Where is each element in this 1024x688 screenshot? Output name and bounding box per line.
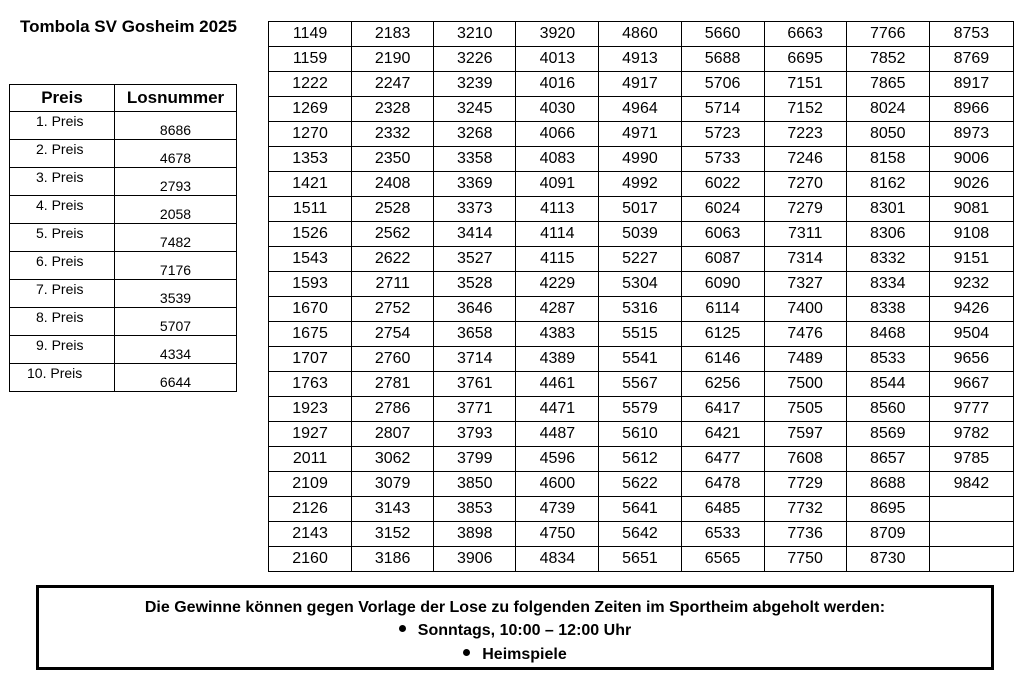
column-header-losnummer: Losnummer xyxy=(115,85,237,112)
ticket-number-cell: 5641 xyxy=(599,497,681,522)
ticket-number-cell: 9108 xyxy=(929,222,1013,247)
prize-label: 4. Preis xyxy=(10,196,115,224)
ticket-number-cell: 2752 xyxy=(352,297,434,322)
prize-ticket-number: 4678 xyxy=(115,140,237,168)
ticket-number-cell: 8753 xyxy=(929,22,1013,47)
ticket-number-cell: 6256 xyxy=(681,372,764,397)
prize-label: 8. Preis xyxy=(10,308,115,336)
ticket-number-cell: 8301 xyxy=(846,197,929,222)
ticket-number-cell: 9081 xyxy=(929,197,1013,222)
numbers-row xyxy=(269,522,1014,547)
ticket-number-cell: 6695 xyxy=(764,47,846,72)
numbers-row xyxy=(269,472,1014,497)
ticket-number-cell: 5622 xyxy=(599,472,681,497)
ticket-number-cell: 6417 xyxy=(681,397,764,422)
ticket-number-cell: 5733 xyxy=(681,147,764,172)
numbers-row xyxy=(269,447,1014,472)
ticket-number-cell: 4860 xyxy=(599,22,681,47)
numbers-row xyxy=(269,97,1014,122)
ticket-number-cell: 4913 xyxy=(599,47,681,72)
ticket-number-cell: 4114 xyxy=(516,222,599,247)
ticket-number-cell: 4992 xyxy=(599,172,681,197)
prize-row xyxy=(10,252,237,280)
ticket-number-cell: 4113 xyxy=(516,197,599,222)
ticket-number-cell: 5610 xyxy=(599,422,681,447)
ticket-number-cell: 2126 xyxy=(269,497,352,522)
ticket-number-cell: 8709 xyxy=(846,522,929,547)
ticket-number-cell: 7279 xyxy=(764,197,846,222)
ticket-number-cell: 3186 xyxy=(352,547,434,572)
ticket-number-cell: 1543 xyxy=(269,247,352,272)
ticket-number-cell: 5039 xyxy=(599,222,681,247)
prize-ticket-number: 5707 xyxy=(115,308,237,336)
prize-row xyxy=(10,168,237,196)
ticket-number-cell: 3920 xyxy=(516,22,599,47)
ticket-number-cell: 2350 xyxy=(352,147,434,172)
ticket-number-cell: 5642 xyxy=(599,522,681,547)
ticket-number-cell: 5017 xyxy=(599,197,681,222)
numbers-row xyxy=(269,222,1014,247)
prize-ticket-number: 7482 xyxy=(115,224,237,252)
prize-table xyxy=(9,84,237,392)
ticket-number-cell: 3226 xyxy=(434,47,516,72)
ticket-number-cell: 9785 xyxy=(929,447,1013,472)
ticket-number-cell: 9656 xyxy=(929,347,1013,372)
ticket-number-cell: 4383 xyxy=(516,322,599,347)
ticket-number-cell: 1269 xyxy=(269,97,352,122)
numbers-row xyxy=(269,22,1014,47)
ticket-number-cell: 4013 xyxy=(516,47,599,72)
numbers-row xyxy=(269,422,1014,447)
ticket-number-cell: 5723 xyxy=(681,122,764,147)
ticket-number-cell: 2562 xyxy=(352,222,434,247)
ticket-number-cell: 3853 xyxy=(434,497,516,522)
ticket-number-cell: 8334 xyxy=(846,272,929,297)
ticket-number-cell: 7152 xyxy=(764,97,846,122)
prize-row xyxy=(10,308,237,336)
ticket-number-cell: 8306 xyxy=(846,222,929,247)
prize-row xyxy=(10,280,237,308)
prize-label: 10. Preis xyxy=(10,364,115,392)
ticket-number-cell: 7400 xyxy=(764,297,846,322)
ticket-number-cell: 7732 xyxy=(764,497,846,522)
ticket-number-cell: 4596 xyxy=(516,447,599,472)
prize-label: 5. Preis xyxy=(10,224,115,252)
numbers-row xyxy=(269,397,1014,422)
notice-heading: Die Gewinne können gegen Vorlage der Lose zu folgenden Zeiten im Sportheim abgeholt werden: xyxy=(144,599,886,616)
ticket-number-cell: 8973 xyxy=(929,122,1013,147)
ticket-number-cell: 3771 xyxy=(434,397,516,422)
ticket-number-cell: 6022 xyxy=(681,172,764,197)
numbers-row xyxy=(269,122,1014,147)
ticket-number-cell: 8730 xyxy=(846,547,929,572)
ticket-number-cell: 1707 xyxy=(269,347,352,372)
ticket-number-cell: 4600 xyxy=(516,472,599,497)
ticket-number-cell: 8332 xyxy=(846,247,929,272)
ticket-number-cell: 3239 xyxy=(434,72,516,97)
ticket-number-cell: 9426 xyxy=(929,297,1013,322)
ticket-number-cell: 1149 xyxy=(269,22,352,47)
ticket-number-cell: 8050 xyxy=(846,122,929,147)
ticket-number-cell: 8024 xyxy=(846,97,929,122)
ticket-number-cell: 4834 xyxy=(516,547,599,572)
ticket-number-cell: 6565 xyxy=(681,547,764,572)
ticket-number-cell: 5316 xyxy=(599,297,681,322)
prize-label: 6. Preis xyxy=(10,252,115,280)
ticket-number-cell: 4471 xyxy=(516,397,599,422)
ticket-number-cell: 5688 xyxy=(681,47,764,72)
ticket-number-cell: 8560 xyxy=(846,397,929,422)
ticket-number-cell: 8769 xyxy=(929,47,1013,72)
notice-item-home-games xyxy=(39,643,991,667)
ticket-number-cell: 2807 xyxy=(352,422,434,447)
ticket-number-cell: 8917 xyxy=(929,72,1013,97)
ticket-number-cell: 4066 xyxy=(516,122,599,147)
ticket-number-cell: 7311 xyxy=(764,222,846,247)
ticket-number-cell: 4115 xyxy=(516,247,599,272)
ticket-number-cell: 6024 xyxy=(681,197,764,222)
ticket-number-cell: 2011 xyxy=(269,447,352,472)
ticket-number-cell: 3793 xyxy=(434,422,516,447)
ticket-number-cell: 7314 xyxy=(764,247,846,272)
ticket-number-cell: 5304 xyxy=(599,272,681,297)
ticket-number-cell: 3245 xyxy=(434,97,516,122)
ticket-number-cell: 2247 xyxy=(352,72,434,97)
ticket-number-cell: 5706 xyxy=(681,72,764,97)
ticket-number-cell: 3414 xyxy=(434,222,516,247)
ticket-number-cell: 7750 xyxy=(764,547,846,572)
ticket-number-cell: 8569 xyxy=(846,422,929,447)
ticket-number-cell: 6478 xyxy=(681,472,764,497)
ticket-number-cell: 9777 xyxy=(929,397,1013,422)
numbers-row xyxy=(269,47,1014,72)
ticket-number-cell: 4971 xyxy=(599,122,681,147)
prize-label: 1. Preis xyxy=(10,112,115,140)
numbers-row xyxy=(269,172,1014,197)
ticket-number-cell: 2190 xyxy=(352,47,434,72)
column-header-preis: Preis xyxy=(10,85,115,112)
numbers-row xyxy=(269,372,1014,397)
ticket-number-cell: 4083 xyxy=(516,147,599,172)
ticket-number-cell: 4739 xyxy=(516,497,599,522)
ticket-number-cell: 4487 xyxy=(516,422,599,447)
ticket-number-cell: 5567 xyxy=(599,372,681,397)
ticket-number-cell: 3714 xyxy=(434,347,516,372)
ticket-number-cell: 8162 xyxy=(846,172,929,197)
prize-label: 3. Preis xyxy=(10,168,115,196)
prize-row xyxy=(10,112,237,140)
ticket-number-cell: 3799 xyxy=(434,447,516,472)
page-title: Tombola SV Gosheim 2025 xyxy=(20,17,237,36)
ticket-number-cell: 9842 xyxy=(929,472,1013,497)
ticket-number-cell: 2143 xyxy=(269,522,352,547)
numbers-row xyxy=(269,72,1014,97)
ticket-number-cell: 3210 xyxy=(434,22,516,47)
ticket-number-cell: 7597 xyxy=(764,422,846,447)
ticket-number-cell: 5660 xyxy=(681,22,764,47)
prize-row xyxy=(10,140,237,168)
numbers-row xyxy=(269,272,1014,297)
ticket-number-cell: 4917 xyxy=(599,72,681,97)
ticket-number-cell: 9232 xyxy=(929,272,1013,297)
ticket-number-cell: 1670 xyxy=(269,297,352,322)
ticket-number-cell: 1270 xyxy=(269,122,352,147)
winning-numbers-body xyxy=(269,22,1014,572)
ticket-number-cell: 6421 xyxy=(681,422,764,447)
ticket-number-cell xyxy=(929,497,1013,522)
ticket-number-cell: 7736 xyxy=(764,522,846,547)
numbers-row xyxy=(269,197,1014,222)
ticket-number-cell: 5651 xyxy=(599,547,681,572)
ticket-number-cell: 3898 xyxy=(434,522,516,547)
ticket-number-cell: 2109 xyxy=(269,472,352,497)
ticket-number-cell: 3761 xyxy=(434,372,516,397)
ticket-number-cell: 8966 xyxy=(929,97,1013,122)
ticket-number-cell: 6087 xyxy=(681,247,764,272)
ticket-number-cell: 4964 xyxy=(599,97,681,122)
ticket-number-cell: 7608 xyxy=(764,447,846,472)
ticket-number-cell: 3646 xyxy=(434,297,516,322)
numbers-row xyxy=(269,322,1014,347)
bullet-icon xyxy=(399,625,406,632)
notice-item-label: Sonntags, 10:00 – 12:00 Uhr xyxy=(417,622,632,639)
ticket-number-cell: 9504 xyxy=(929,322,1013,347)
ticket-number-cell: 3062 xyxy=(352,447,434,472)
ticket-number-cell: 8338 xyxy=(846,297,929,322)
numbers-row xyxy=(269,247,1014,272)
ticket-number-cell: 2160 xyxy=(269,547,352,572)
ticket-number-cell: 6114 xyxy=(681,297,764,322)
ticket-number-cell: 4229 xyxy=(516,272,599,297)
ticket-number-cell: 5541 xyxy=(599,347,681,372)
ticket-number-cell: 4750 xyxy=(516,522,599,547)
ticket-number-cell: 2183 xyxy=(352,22,434,47)
ticket-number-cell: 3373 xyxy=(434,197,516,222)
ticket-number-cell: 1526 xyxy=(269,222,352,247)
ticket-number-cell: 5579 xyxy=(599,397,681,422)
prize-row xyxy=(10,224,237,252)
ticket-number-cell: 8544 xyxy=(846,372,929,397)
prize-ticket-number: 2793 xyxy=(115,168,237,196)
ticket-number-cell: 3079 xyxy=(352,472,434,497)
bullet-icon xyxy=(463,649,470,656)
numbers-row xyxy=(269,147,1014,172)
ticket-number-cell: 3358 xyxy=(434,147,516,172)
ticket-number-cell: 9151 xyxy=(929,247,1013,272)
ticket-number-cell: 2328 xyxy=(352,97,434,122)
ticket-number-cell: 6485 xyxy=(681,497,764,522)
ticket-number-cell: 1421 xyxy=(269,172,352,197)
ticket-number-cell: 6090 xyxy=(681,272,764,297)
ticket-number-cell: 2408 xyxy=(352,172,434,197)
ticket-number-cell xyxy=(929,522,1013,547)
ticket-number-cell: 1923 xyxy=(269,397,352,422)
ticket-number-cell: 8657 xyxy=(846,447,929,472)
ticket-number-cell: 7327 xyxy=(764,272,846,297)
prize-label: 2. Preis xyxy=(10,140,115,168)
ticket-number-cell: 2754 xyxy=(352,322,434,347)
ticket-number-cell: 7852 xyxy=(846,47,929,72)
ticket-number-cell: 4091 xyxy=(516,172,599,197)
ticket-number-cell: 2528 xyxy=(352,197,434,222)
ticket-number-cell: 6477 xyxy=(681,447,764,472)
ticket-number-cell: 9006 xyxy=(929,147,1013,172)
ticket-number-cell: 8468 xyxy=(846,322,929,347)
prize-label: 7. Preis xyxy=(10,280,115,308)
ticket-number-cell: 1593 xyxy=(269,272,352,297)
prize-ticket-number: 6644 xyxy=(115,364,237,392)
prize-row xyxy=(10,364,237,392)
ticket-number-cell: 8695 xyxy=(846,497,929,522)
ticket-number-cell: 1511 xyxy=(269,197,352,222)
ticket-number-cell: 3369 xyxy=(434,172,516,197)
ticket-number-cell: 6663 xyxy=(764,22,846,47)
ticket-number-cell: 3268 xyxy=(434,122,516,147)
pickup-notice-box xyxy=(36,585,994,670)
numbers-row xyxy=(269,547,1014,572)
ticket-number-cell: 9667 xyxy=(929,372,1013,397)
numbers-row xyxy=(269,347,1014,372)
ticket-number-cell: 8533 xyxy=(846,347,929,372)
ticket-number-cell: 8688 xyxy=(846,472,929,497)
ticket-number-cell: 1927 xyxy=(269,422,352,447)
ticket-number-cell: 3527 xyxy=(434,247,516,272)
ticket-number-cell: 3850 xyxy=(434,472,516,497)
ticket-number-cell: 1159 xyxy=(269,47,352,72)
ticket-number-cell: 9782 xyxy=(929,422,1013,447)
numbers-row xyxy=(269,497,1014,522)
ticket-number-cell: 6063 xyxy=(681,222,764,247)
ticket-number-cell: 2622 xyxy=(352,247,434,272)
ticket-number-cell: 4287 xyxy=(516,297,599,322)
ticket-number-cell: 5515 xyxy=(599,322,681,347)
ticket-number-cell: 2786 xyxy=(352,397,434,422)
ticket-number-cell: 4461 xyxy=(516,372,599,397)
prize-ticket-number: 2058 xyxy=(115,196,237,224)
ticket-number-cell: 7151 xyxy=(764,72,846,97)
notice-list xyxy=(39,619,991,667)
ticket-number-cell: 7489 xyxy=(764,347,846,372)
prize-table-header-row xyxy=(10,85,237,112)
ticket-number-cell: 3152 xyxy=(352,522,434,547)
notice-item-sunday xyxy=(39,619,991,643)
prize-ticket-number: 8686 xyxy=(115,112,237,140)
ticket-number-cell: 3906 xyxy=(434,547,516,572)
prize-ticket-number: 7176 xyxy=(115,252,237,280)
ticket-number-cell: 3143 xyxy=(352,497,434,522)
ticket-number-cell: 2711 xyxy=(352,272,434,297)
ticket-number-cell: 3528 xyxy=(434,272,516,297)
prize-label: 9. Preis xyxy=(10,336,115,364)
notice-item-label: Heimspiele xyxy=(482,646,567,663)
numbers-row xyxy=(269,297,1014,322)
ticket-number-cell: 1353 xyxy=(269,147,352,172)
ticket-number-cell: 5227 xyxy=(599,247,681,272)
ticket-number-cell: 7766 xyxy=(846,22,929,47)
ticket-number-cell: 7223 xyxy=(764,122,846,147)
ticket-number-cell: 2332 xyxy=(352,122,434,147)
ticket-number-cell: 7500 xyxy=(764,372,846,397)
ticket-number-cell: 8158 xyxy=(846,147,929,172)
winning-numbers-table xyxy=(268,21,1014,572)
ticket-number-cell: 1675 xyxy=(269,322,352,347)
ticket-number-cell: 7246 xyxy=(764,147,846,172)
ticket-number-cell: 1222 xyxy=(269,72,352,97)
prize-ticket-number: 4334 xyxy=(115,336,237,364)
ticket-number-cell: 7505 xyxy=(764,397,846,422)
ticket-number-cell: 9026 xyxy=(929,172,1013,197)
prize-ticket-number: 3539 xyxy=(115,280,237,308)
ticket-number-cell: 6533 xyxy=(681,522,764,547)
ticket-number-cell: 2781 xyxy=(352,372,434,397)
ticket-number-cell: 3658 xyxy=(434,322,516,347)
ticket-number-cell: 4016 xyxy=(516,72,599,97)
ticket-number-cell: 1763 xyxy=(269,372,352,397)
ticket-number-cell: 4990 xyxy=(599,147,681,172)
ticket-number-cell: 4030 xyxy=(516,97,599,122)
ticket-number-cell: 6146 xyxy=(681,347,764,372)
ticket-number-cell xyxy=(929,547,1013,572)
ticket-number-cell: 4389 xyxy=(516,347,599,372)
ticket-number-cell: 2760 xyxy=(352,347,434,372)
ticket-number-cell: 5714 xyxy=(681,97,764,122)
ticket-number-cell: 6125 xyxy=(681,322,764,347)
ticket-number-cell: 7476 xyxy=(764,322,846,347)
ticket-number-cell: 7729 xyxy=(764,472,846,497)
prize-row xyxy=(10,196,237,224)
ticket-number-cell: 7865 xyxy=(846,72,929,97)
ticket-number-cell: 5612 xyxy=(599,447,681,472)
ticket-number-cell: 7270 xyxy=(764,172,846,197)
prize-row xyxy=(10,336,237,364)
prize-table-body xyxy=(10,112,237,392)
